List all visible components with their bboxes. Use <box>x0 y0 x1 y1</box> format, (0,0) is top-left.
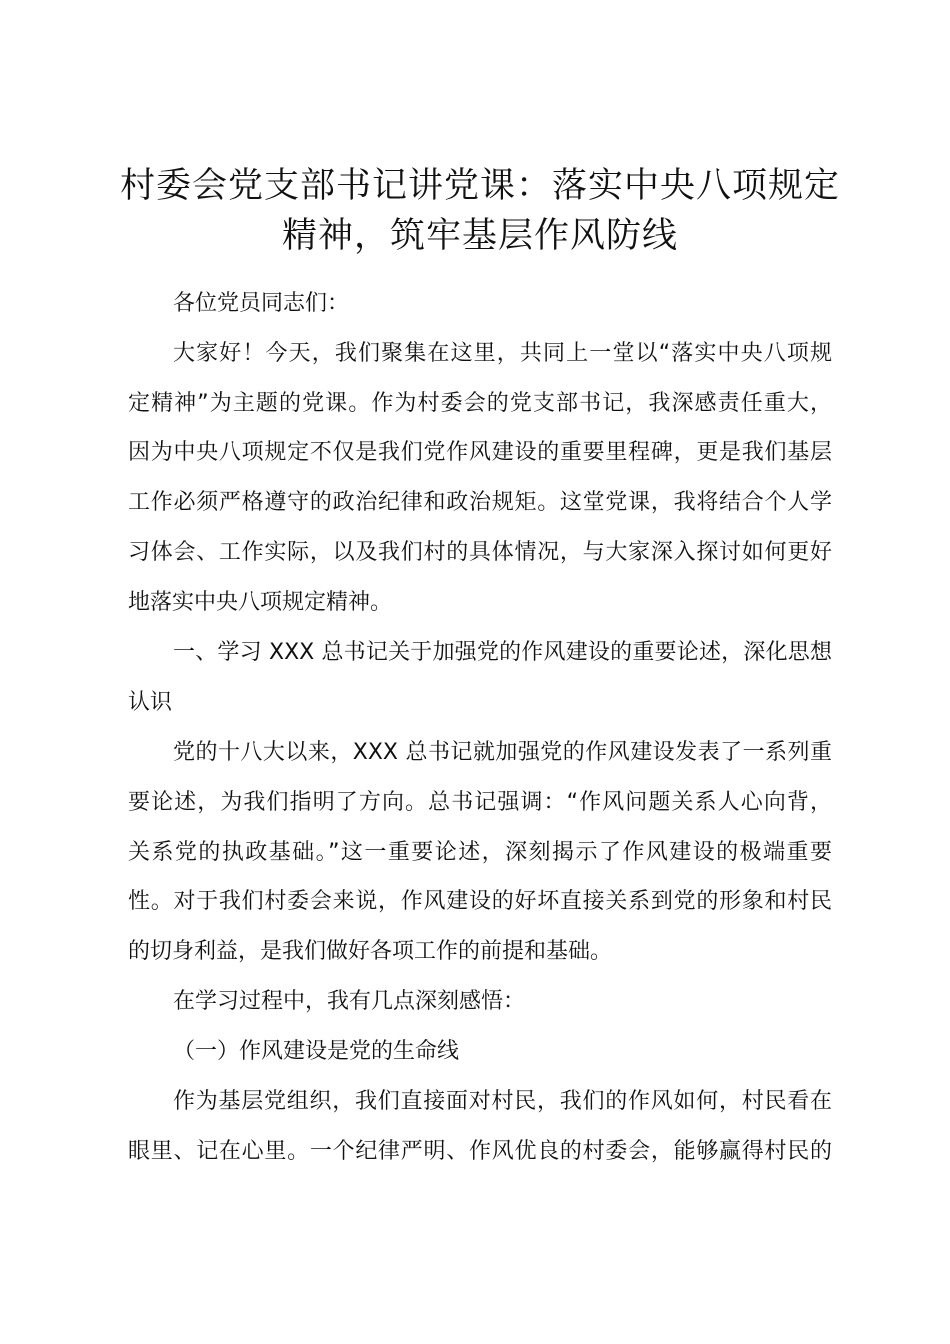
paragraph-1-line-4: 工作必须严格遵守的政治纪律和政治规矩。这堂党课，我将结合个人学 <box>128 490 832 515</box>
section-heading-1-line-2: 认识 <box>128 690 173 715</box>
paragraph-2-line-4: 性。对于我们村委会来说，作风建设的好坏直接关系到党的形象和村民 <box>128 889 832 914</box>
paragraph-2-line-2: 要论述，为我们指明了方向。总书记强调：“作风问题关系人心向背， <box>128 790 832 815</box>
subheading-1: （一）作风建设是党的生命线 <box>173 1039 460 1064</box>
paragraph-4-line-1: 作为基层党组织，我们直接面对村民，我们的作风如何，村民看在 <box>173 1089 832 1114</box>
paragraph-1-line-3: 因为中央八项规定不仅是我们党作风建设的重要里程碑，更是我们基层 <box>128 440 832 465</box>
document-title-line-2: 精神，筑牢基层作风防线 <box>281 216 678 256</box>
salutation: 各位党员同志们： <box>173 291 350 316</box>
paragraph-1-line-5: 习体会、工作实际，以及我们村的具体情况，与大家深入探讨如何更好 <box>128 540 832 565</box>
paragraph-1-line-2: 定精神”为主题的党课。作为村委会的党支部书记，我深感责任重大， <box>128 391 832 416</box>
paragraph-4-line-2: 眼里、记在心里。一个纪律严明、作风优良的村委会，能够赢得村民的 <box>128 1139 832 1164</box>
paragraph-1-line-1: 大家好！今天，我们聚集在这里，共同上一堂以“落实中央八项规 <box>173 341 832 366</box>
document-title-line-1: 村委会党支部书记讲党课：落实中央八项规定 <box>119 166 840 206</box>
paragraph-2-line-5: 的切身利益，是我们做好各项工作的前提和基础。 <box>128 939 613 964</box>
paragraph-1-line-6: 地落实中央八项规定精神。 <box>128 590 393 615</box>
paragraph-2-line-1: 党的十八大以来，XXX 总书记就加强党的作风建设发表了一系列重 <box>173 740 832 765</box>
paragraph-3-line-1: 在学习过程中，我有几点深刻感悟： <box>173 989 526 1014</box>
paragraph-2-line-3: 关系党的执政基础。”这一重要论述，深刻揭示了作风建设的极端重要 <box>128 840 832 865</box>
section-heading-1-line-1: 一、学习 XXX 总书记关于加强党的作风建设的重要论述，深化思想 <box>173 640 832 665</box>
